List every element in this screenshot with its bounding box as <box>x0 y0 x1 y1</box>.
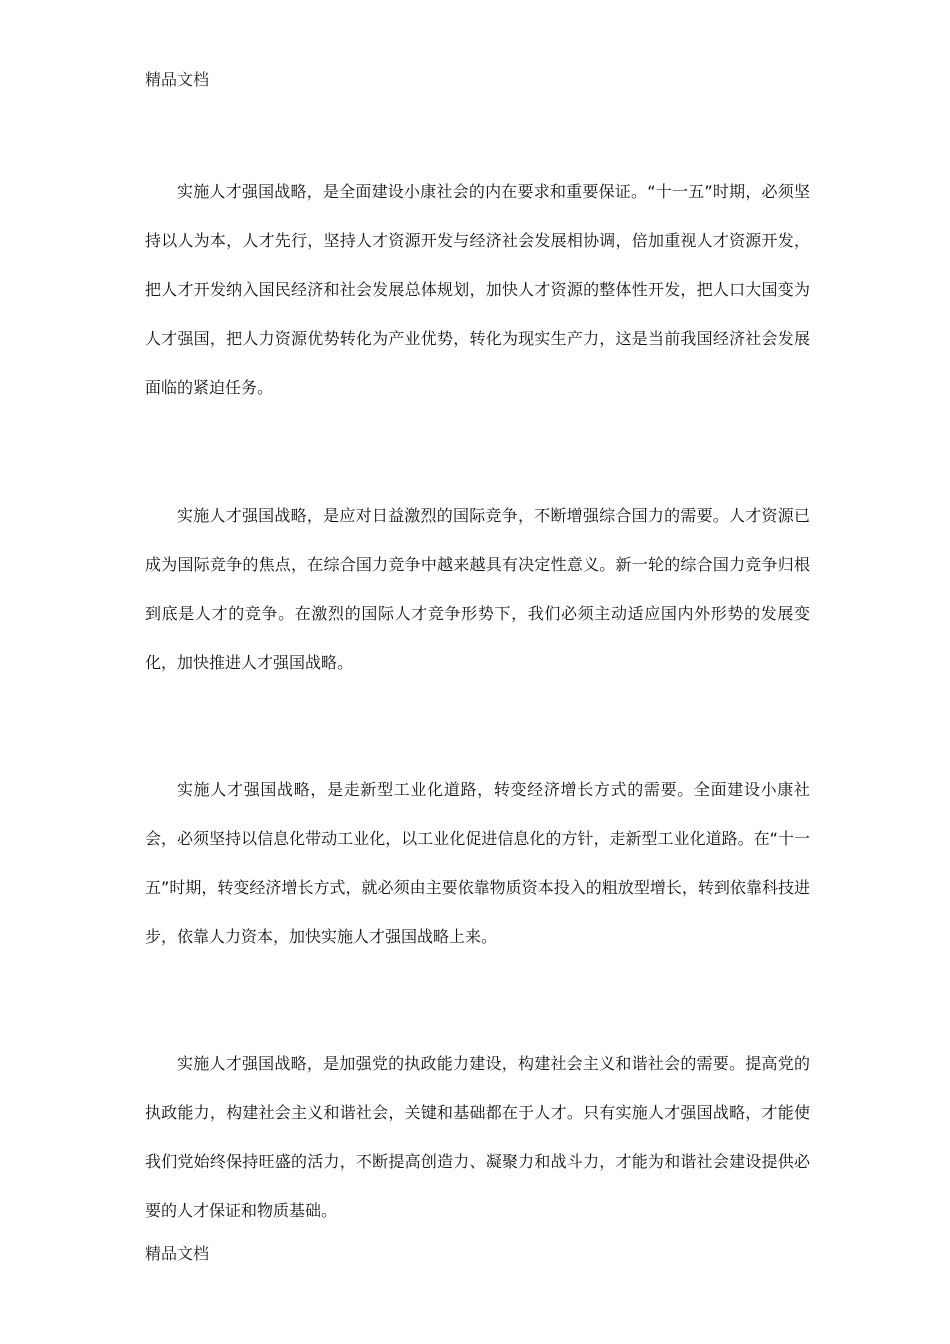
paragraph-4: 实施人才强国战略，是加强党的执政能力建设，构建社会主义和谐社会的需要。提高党的执政能力，构建社会主义和谐社会，关键和基础都在于人才。只有实施人才强国战略，才能使我们党始终保持旺盛的活力，不断提高创造力、凝聚力和战斗力，才能为和谐社会建设提供必要的人才保证和物质基础。 <box>145 1054 810 1220</box>
paragraph-1: 实施人才强国战略，是全面建设小康社会的内在要求和重要保证。“十一五”时期，必须坚持以人为本，人才先行，坚持人才资源开发与经济社会发展相协调，倍加重视人才资源开发，把人才开发纳入国民经济和社会发展总体规划，加快人才资源的整体性开发，把人口大国变为人才强国，把人力资源优势转化为产业优势，转化为现实生产力，这是当前我国经济社会发展面临的紧迫任务。 <box>145 182 810 397</box>
page-footer-label: 精品文档 <box>145 1244 210 1263</box>
page-header-label: 精品文档 <box>145 70 210 89</box>
paragraph-3: 实施人才强国战略，是走新型工业化道路，转变经济增长方式的需要。全面建设小康社会，必须坚持以信息化带动工业化，以工业化促进信息化的方针，走新型工业化道路。在“十一五”时期，转变经济增长方式，就必须由主要依靠物质资本投入的粗放型增长，转到依靠科技进步，依靠人力资本，加快实施人才强国战略上来。 <box>145 780 810 946</box>
paragraph-2: 实施人才强国战略，是应对日益激烈的国际竞争，不断增强综合国力的需要。人才资源已成为国际竞争的焦点，在综合国力竞争中越来越具有决定性意义。新一轮的综合国力竞争归根到底是人才的竞争。在激烈的国际人才竞争形势下，我们必须主动适应国内外形势的发展变化，加快推进人才强国战略。 <box>145 506 810 672</box>
